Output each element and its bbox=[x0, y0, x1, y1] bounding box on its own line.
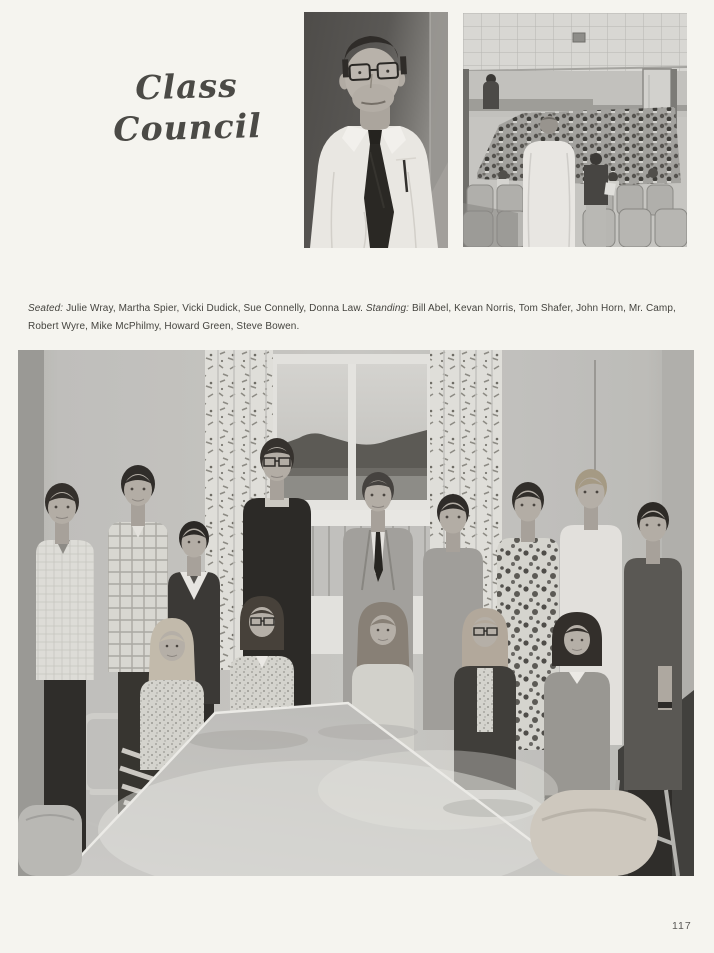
caption-standing-names: Bill Abel, Kevan Norris, Tom Shafer, John Horn, Mr. Camp, Robert Wyre, Mike McPhilmy, Howard Green, Steve Bowen. bbox=[28, 303, 676, 332]
page-title bbox=[91, 64, 283, 151]
page-title-line1: Class bbox=[134, 65, 239, 108]
caption-standing-label: Standing: bbox=[365, 303, 410, 314]
caption-seated-names: Julie Wray, Martha Spier, Vicki Dudick, Sue Connelly, Donna Law. bbox=[66, 303, 363, 314]
caption-seated-label: Seated: bbox=[28, 303, 64, 314]
assembly-photo bbox=[463, 13, 687, 247]
page-number: 117 bbox=[672, 920, 692, 932]
caption bbox=[28, 300, 696, 336]
page-title-line2: Council bbox=[112, 106, 263, 149]
advisor-portrait-photo bbox=[304, 12, 448, 248]
group-photo bbox=[18, 350, 694, 876]
